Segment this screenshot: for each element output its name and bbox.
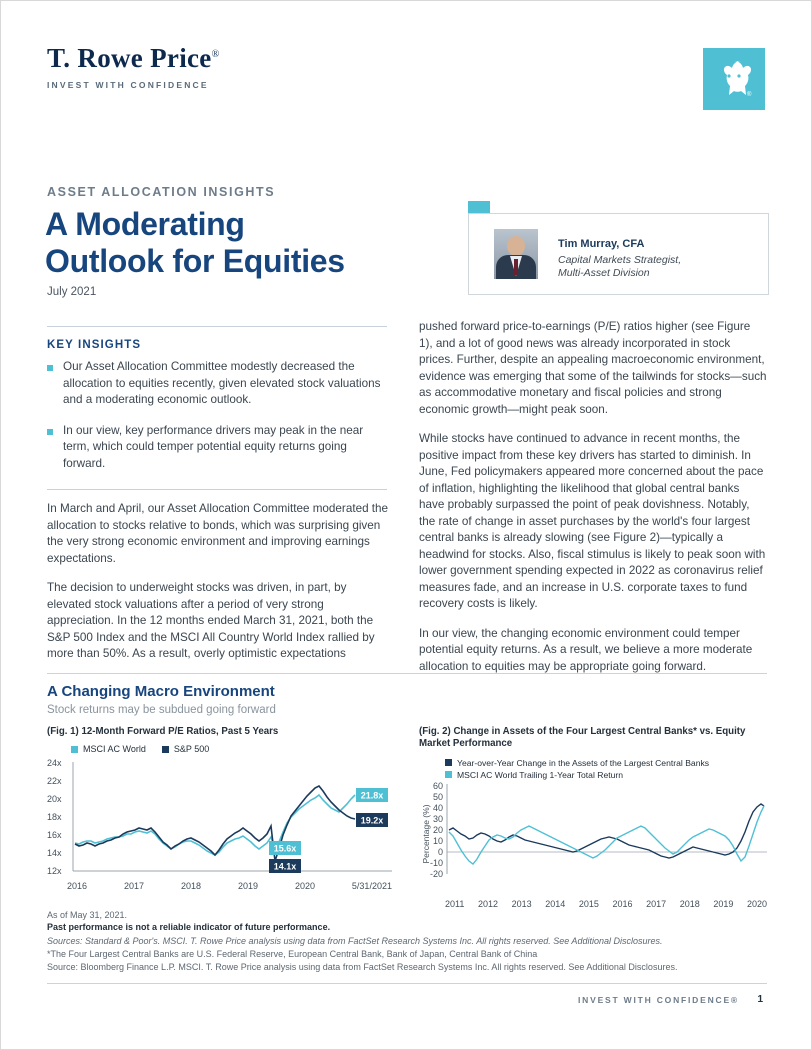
svg-text:50: 50 [432, 792, 443, 802]
key-insights-list [47, 359, 389, 486]
author-card [468, 213, 769, 295]
svg-text:21.8x: 21.8x [360, 790, 384, 801]
legend-label: MSCI AC World [83, 744, 146, 754]
footnote-source-3: Source: Bloomberg Finance L.P. MSCI. T. Rowe Price analysis using data from FactSet Research Systems Inc. All rights reserved. See Additional Disclosures. [47, 962, 678, 972]
section-rule [47, 673, 767, 674]
legend-label: S&P 500 [173, 744, 210, 754]
svg-text:60: 60 [432, 781, 443, 791]
x-tick: 2020 [746, 899, 767, 909]
x-tick: 2019 [237, 881, 258, 891]
brand-wordmark: T. Rowe Price® [47, 43, 220, 73]
legend-swatch-sp500 [162, 746, 169, 753]
x-tick: 2016 [612, 899, 633, 909]
key-insights-bottom-rule [47, 489, 387, 490]
x-tick: 2018 [180, 881, 201, 891]
x-tick: 2013 [511, 899, 532, 909]
footnote-source-1: Sources: Standard & Poor's. MSCI. T. Rowe Price analysis using data from FactSet Research Systems Inc. All rights reserved. See Additional Disclosures. [47, 936, 663, 946]
brand-tagline: INVEST WITH CONFIDENCE [47, 80, 209, 90]
figure-2-x-ticks [419, 899, 767, 909]
figure-1-title: (Fig. 1) 12-Month Forward P/E Ratios, Past 5 Years [47, 726, 279, 737]
title-line-2: Outlook for Equities [45, 243, 345, 279]
figure-1-plot [47, 756, 392, 878]
page-title [45, 206, 345, 280]
svg-text:MSCI AC World Trailing 1-Year: MSCI AC World Trailing 1-Year Total Return [457, 770, 624, 780]
paragraph: While stocks have continued to advance in recent months, the positive impact from these key drivers has started to diminish. In June, Fed policymakers appeared more concerned about the pace of inflation, highlighting the likelihood that global central banks have probably surpassed the point of peak dovishness. Notably, the rate of change in asset purchases by the world's four largest central banks is already slowing (see Figure 2)—typically a headwind for stocks. Also, fiscal stimulus is likely to peak soon with lower government spending expected in 2022 as coronavirus relief measures fade, and an increase in U.S. corporate taxes to fund recovery costs is likely. [419, 432, 766, 610]
figure-2-plot [419, 756, 767, 896]
svg-text:14.1x: 14.1x [273, 861, 297, 872]
svg-text:18x: 18x [47, 812, 62, 822]
paragraph: In March and April, our Asset Allocation Committee moderated the allocation to stocks relative to bonds, which was surprising given the very strong economic environment and improving earnings expectations. [47, 502, 389, 565]
figure-2-title: (Fig. 2) Change in Assets of the Four Largest Central Banks* vs. Equity Market Performance [419, 726, 746, 749]
publish-date: July 2021 [47, 286, 97, 298]
author-name: Tim Murray, CFA [558, 238, 645, 250]
key-insights-top-rule [47, 326, 387, 327]
x-tick: 2020 [294, 881, 315, 891]
legend-item [71, 744, 146, 754]
brand-logo [47, 43, 220, 90]
registered-mark: ® [211, 49, 220, 60]
title-line-1: A Moderating [45, 206, 245, 242]
svg-text:10: 10 [432, 836, 443, 846]
x-tick: 2016 [67, 881, 88, 891]
svg-text:Percentage (%): Percentage (%) [421, 804, 431, 864]
x-tick: 5/31/2021 [351, 881, 392, 891]
key-insights-heading: KEY INSIGHTS [47, 339, 142, 351]
svg-text:-10: -10 [429, 858, 443, 868]
svg-text:Year-over-Year Change in the A: Year-over-Year Change in the Assets of the Largest Central Banks [457, 758, 710, 768]
svg-text:-20: -20 [429, 869, 443, 879]
footnote-source-2: *The Four Largest Central Banks are U.S. Federal Reserve, European Central Bank, Bank of Japan, Central Bank of China [47, 949, 538, 959]
svg-text:20: 20 [432, 825, 443, 835]
svg-text:20x: 20x [47, 794, 62, 804]
section-subheading: Stock returns may be subdued going forward [47, 704, 276, 716]
svg-text:14x: 14x [47, 848, 62, 858]
svg-text:24x: 24x [47, 758, 62, 768]
svg-text:19.2x: 19.2x [360, 815, 384, 826]
svg-text:15.6x: 15.6x [273, 843, 297, 854]
paragraph: In our view, the changing economic environment could temper potential equity returns. As a result, we believe a more moderate allocation to equities may be appropriate going forward. [419, 626, 753, 673]
svg-text:0: 0 [437, 847, 443, 857]
avatar [494, 229, 538, 279]
paragraph: pushed forward price-to-earnings (P/E) ratios higher (see Figure 1), and a lot of good news was already incorporated in stock prices. Further, despite an appealing macroeconomic environment, evidence was emerging that some of the tailwinds for stocks—such as accommodative monetary and fiscal policies and strong economic growth—might peak soon. [419, 320, 767, 416]
ram-head-icon [703, 48, 765, 110]
svg-text:16x: 16x [47, 830, 62, 840]
svg-text:12x: 12x [47, 866, 62, 876]
footer-rule [47, 983, 767, 984]
article-eyebrow: ASSET ALLOCATION INSIGHTS [47, 185, 276, 199]
author-role-line-2: Multi-Asset Division [558, 267, 650, 279]
x-tick: 2017 [123, 881, 145, 891]
legend-swatch-msci [71, 746, 78, 753]
author-role [558, 254, 681, 280]
figure-1-x-ticks [47, 881, 392, 891]
figure-1 [47, 726, 392, 891]
x-tick: 2017 [646, 899, 667, 909]
figure-1-legend [71, 744, 392, 754]
svg-text:22x: 22x [47, 776, 62, 786]
x-tick: 2014 [545, 899, 566, 909]
author-role-line-1: Capital Markets Strategist, [558, 254, 682, 266]
footer-tagline: INVEST WITH CONFIDENCE® [578, 995, 739, 1005]
section-heading: A Changing Macro Environment [47, 683, 275, 700]
x-tick: 2015 [578, 899, 599, 909]
x-tick: 2018 [679, 899, 700, 909]
page-number: 1 [757, 994, 763, 1005]
svg-text:®: ® [747, 92, 752, 98]
list-item: In our view, key performance drivers may peak in the near term, which could temper potential equity returns going forward. [47, 423, 389, 473]
x-tick: 2012 [477, 899, 498, 909]
x-tick: 2019 [713, 899, 734, 909]
footnote-performance: Past performance is not a reliable indicator of future performance. [47, 922, 331, 932]
paragraph: The decision to underweight stocks was driven, in part, by elevated stock valuations after a period of very strong appreciation. In the 12 months ended March 31, 2021, both the S&P 500 Index and the MSCI All Country World Index rallied by more than 50%. As a result, overly optimistic expectations [47, 581, 375, 660]
svg-text:40: 40 [432, 803, 443, 813]
figure-2 [419, 726, 767, 909]
list-item: Our Asset Allocation Committee modestly decreased the allocation to equities recently, given elevated stock valuations and a moderating economic outlook. [47, 359, 389, 409]
legend-item [162, 744, 209, 754]
footnote-as-of: As of May 31, 2021. [47, 910, 128, 920]
body-column-left [47, 501, 392, 676]
x-tick: 2011 [445, 899, 465, 909]
svg-text:30: 30 [432, 814, 443, 824]
body-column-right [419, 319, 767, 688]
